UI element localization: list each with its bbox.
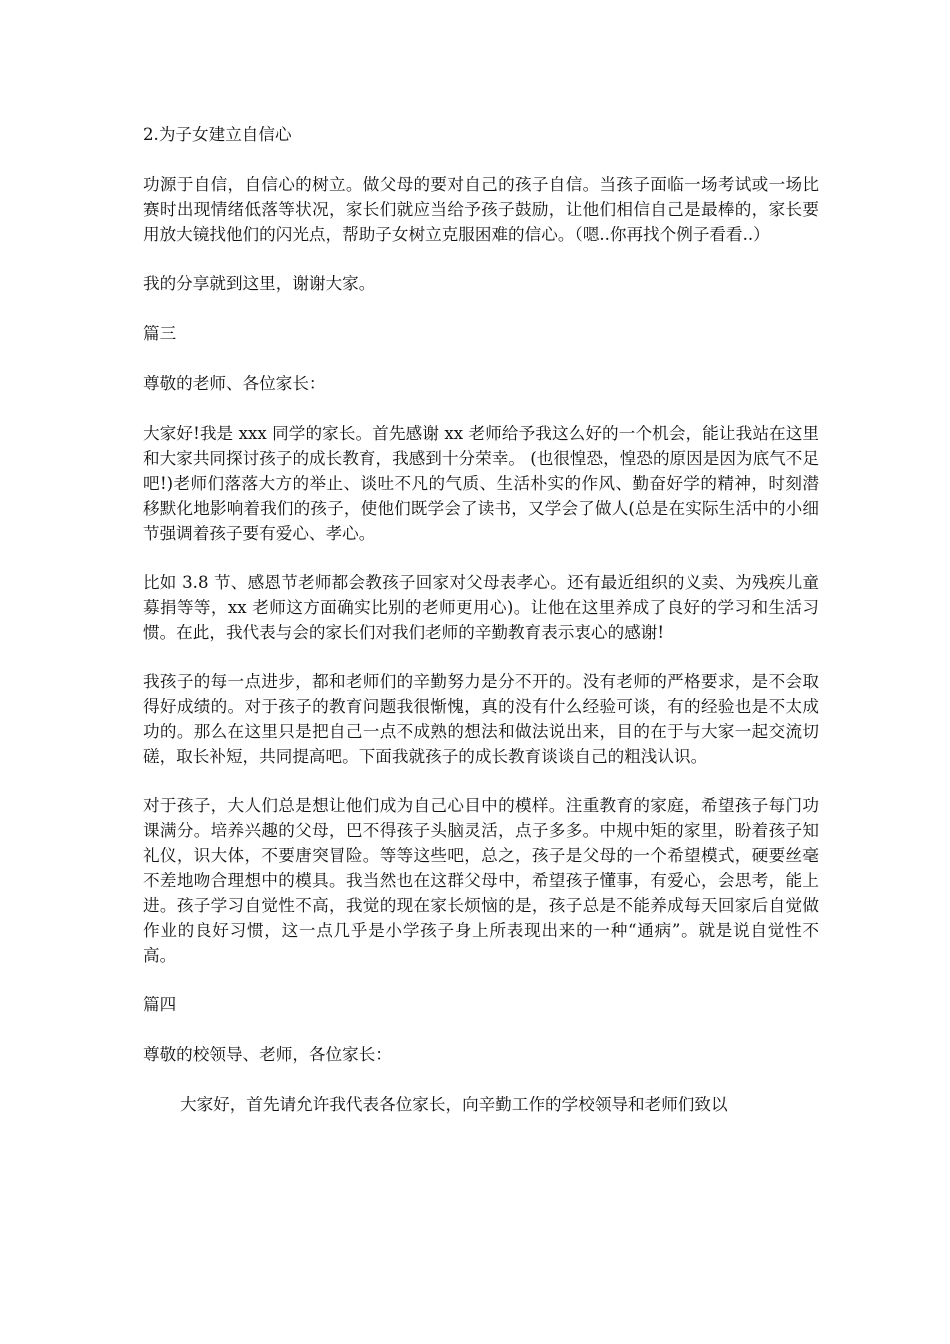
document-body bbox=[143, 122, 819, 1141]
salutation-part-four: 尊敬的校领导、老师，各位家长： bbox=[143, 1045, 392, 1064]
section-heading-build-confidence: 2.为子女建立自信心 bbox=[143, 125, 292, 144]
paragraph-thanks: 比如 3.8 节、感恩节老师都会教孩子回家对父母表孝心。还有最近组织的义卖、为残疾儿童募捐等等，xx 老师这方面确实比别的老师更用心)。让他在这里养成了良好的学习和生活习惯。在此，我代表与会的家长们对我们老师的辛勤教育表示衷心的感谢! bbox=[143, 573, 819, 642]
paragraph-greeting: 大家好!我是 xxx 同学的家长。首先感谢 xx 老师给予我这么好的一个机会，能让我站在这里和大家共同探讨孩子的成长教育，我感到十分荣幸。 (也很惶恐，惶恐的原因是因为底气不足吧!)老师们落落大方的举止、谈吐不凡的气质、生活朴实的作风、勤奋好学的精神，时刻潜移默化地影响着我们的孩子，使他们既学会了读书，又学会了做人(总是在实际生活中的小细节强调着孩子要有爱心、孝心。 bbox=[143, 424, 819, 543]
section-heading-part-three: 篇三 bbox=[143, 324, 177, 343]
salutation-part-three: 尊敬的老师、各位家长： bbox=[143, 374, 326, 393]
paragraph-confidence: 功源于自信，自信心的树立。做父母的要对自己的孩子自信。当孩子面临一场考试或一场比赛时出现情绪低落等状况，家长们就应当给予孩子鼓励，让他们相信自己是最棒的，家长要用放大镜找他们的闪光点，帮助子女树立克服困难的信心。（嗯..你再找个例子看看..） bbox=[143, 175, 819, 244]
paragraph-expectations: 对于孩子，大人们总是想让他们成为自己心目中的模样。注重教育的家庭，希望孩子每门功课满分。培养兴趣的父母，巴不得孩子头脑灵活，点子多多。中规中矩的家里，盼着孩子知礼仪，识大体，不要唐突冒险。等等这些吧，总之，孩子是父母的一个希望模式，硬要丝毫不差地吻合理想中的模具。我当然也在这群父母中，希望孩子懂事，有爱心，会思考，能上进。孩子学习自觉性不高，我觉的现在家长烦恼的是，孩子总是不能养成每天回家后自觉做作业的良好习惯，这一点几乎是小学孩子身上所表现出来的一种“通病”。就是说自觉性不高。 bbox=[143, 796, 819, 965]
paragraph-progress: 我孩子的每一点进步，都和老师们的辛勤努力是分不开的。没有老师的严格要求，是不会取得好成绩的。对于孩子的教育问题我很惭愧，真的没有什么经验可谈，有的经验也是不太成功的。那么在这里只是把自己一点不成熟的想法和做法说出来，目的在于与大家一起交流切磋，取长补短，共同提高吧。下面我就孩子的成长教育谈谈自己的粗浅认识。 bbox=[143, 672, 819, 766]
paragraph-opening-part-four: 大家好，首先请允许我代表各位家长，向辛勤工作的学校领导和老师们致以 bbox=[180, 1095, 728, 1114]
section-heading-part-four: 篇四 bbox=[143, 995, 177, 1014]
paragraph-closing: 我的分享就到这里，谢谢大家。 bbox=[143, 274, 376, 293]
